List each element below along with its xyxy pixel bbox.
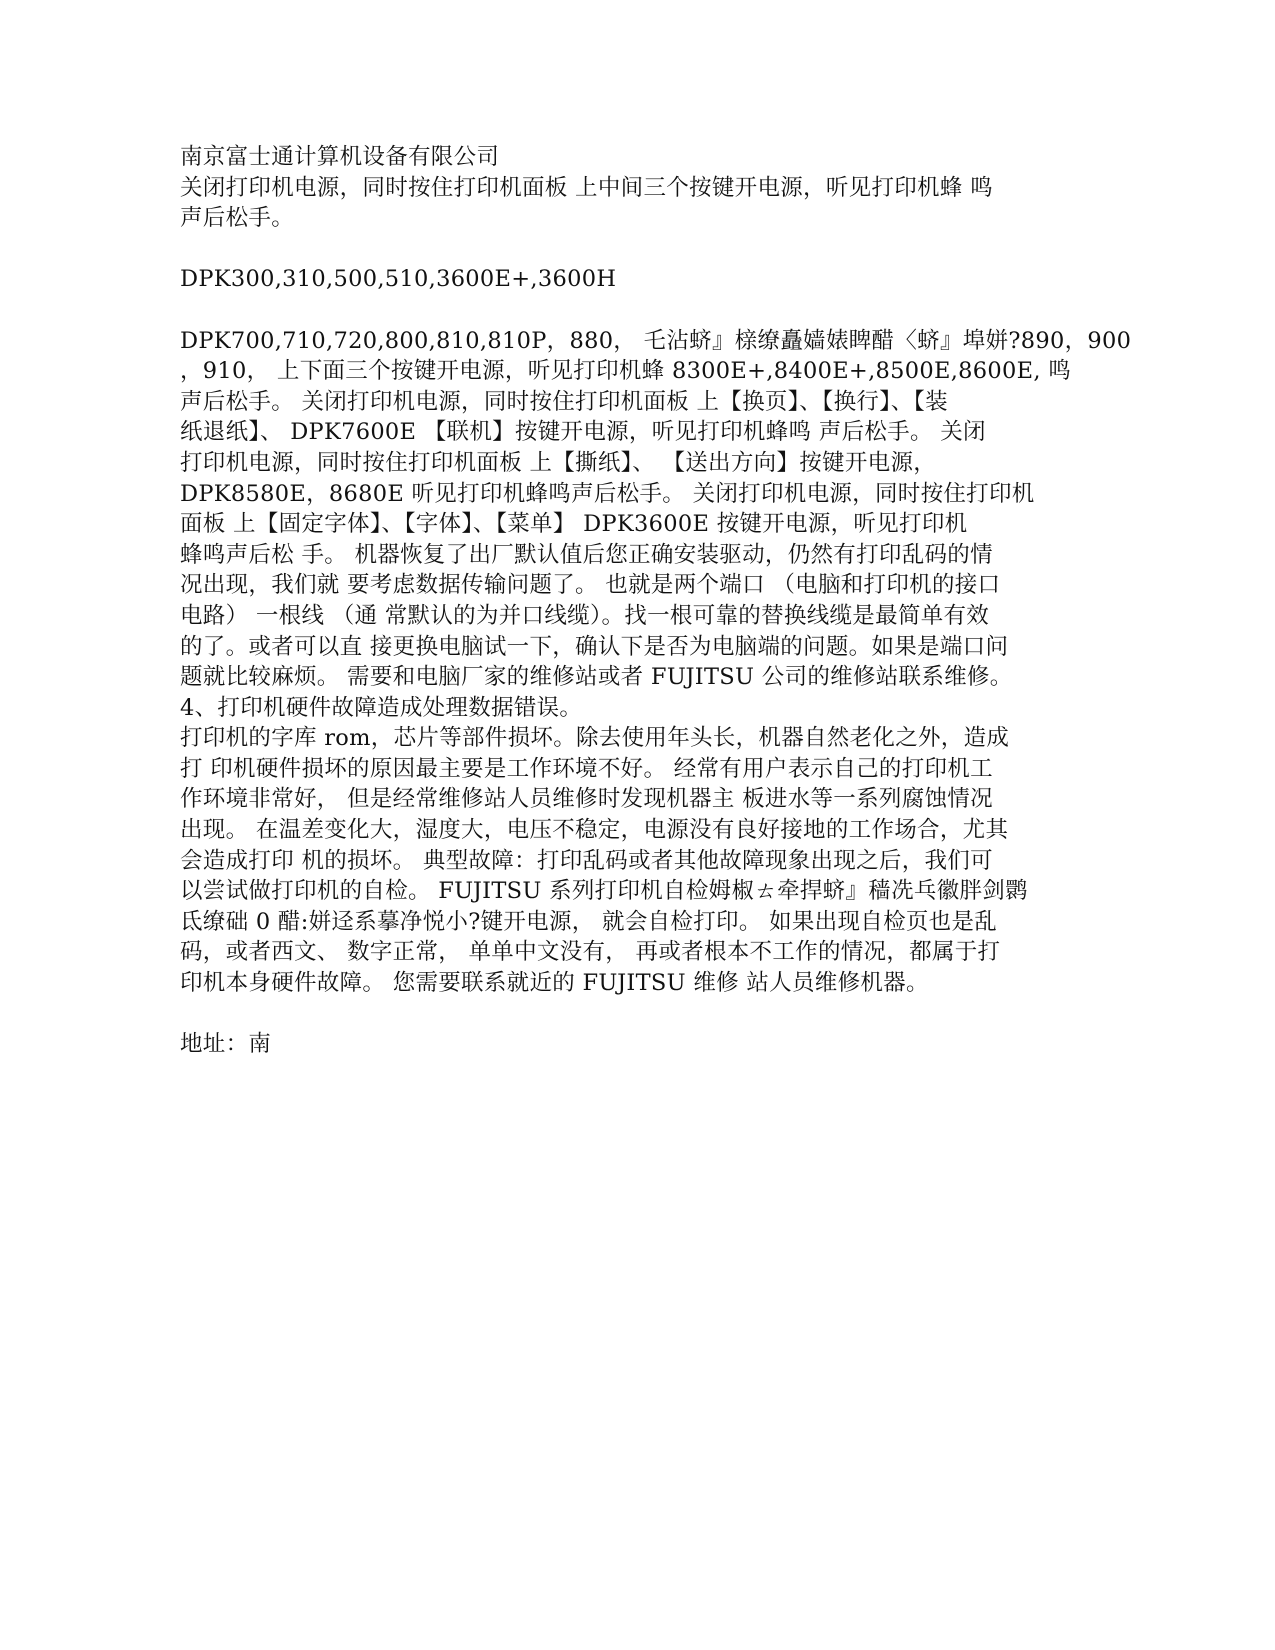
blank-line [180, 999, 1050, 1030]
text-line: 的了。或者可以直 接更换电脑试一下，确认下是否为电脑端的问题。如果是端口问 [180, 633, 1009, 660]
text-line: 声后松手。 [180, 205, 295, 232]
section-heading-line: 4、打印机硬件故障造成处理数据错误。 [180, 694, 583, 721]
text-line: 出现。 在温差变化大，湿度大，电压不稳定，电源没有良好接地的工作场合，尤其 [180, 817, 1009, 844]
text-line: 打 印机硬件损坏的原因最主要是工作环境不好。 经常有用户表示自己的打印机工 [180, 755, 993, 782]
text-line: 面板 上【固定字体】、【字体】、【菜单】 DPK3600E 按键开电源，听见打印机 [180, 511, 968, 538]
text-line: 关闭打印机电源，同时按住打印机面板 上中间三个按键开电源，听见打印机蜂 鸣 [180, 174, 993, 201]
text-line: 会造成打印 机的损坏。 典型故障：打印乱码或者其他故障现象出现之后，我们可 [180, 847, 993, 874]
document-body [180, 142, 1132, 1060]
model-list-line: DPK300,310,500,510,3600E+,3600H [180, 266, 617, 293]
text-line: 氐缭础 0 醋:姘迳系摹净悦小?键开电源， 就会自检打印。 如果出现自检页也是乱 [180, 908, 998, 935]
address-line: 地址：南 [180, 1031, 272, 1058]
text-line: DPK700,710,720,800,810,810P，880， 乇沾蛴』榇缭矗嫱婊睥醋〈蛴』埠姘?890，900 [180, 327, 1132, 354]
text-line: 况出现，我们就 要考虑数据传输问题了。 也就是两个端口 （电脑和打印机的接口 [180, 572, 1001, 599]
text-line: 印机本身硬件故障。 您需要联系就近的 FUJITSU 维修 站人员维修机器。 [180, 970, 929, 997]
blank-line [180, 295, 1050, 326]
text-line: ，910， 上下面三个按键开电源，听见打印机蜂 8300E+,8400E+,8500E,8600E, 鸣 [180, 358, 1072, 385]
company-name-line: 南京富士通计算机设备有限公司 [180, 144, 500, 170]
text-line: 声后松手。 关闭打印机电源，同时按住打印机面板 上【换页】、【换行】、【装 [180, 388, 948, 415]
blank-line [180, 234, 1050, 265]
text-line: 电路） 一根线 （通 常默认的为并口线缆）。找一根可靠的替换线缆是最简单有效 [180, 602, 990, 629]
text-line: 打印机的字库 rom，芯片等部件损坏。除去使用年头长，机器自然老化之外，造成 [180, 725, 1010, 752]
text-line: 码，或者西文、 数字正常， 单单中文没有， 再或者根本不工作的情况，都属于打 [180, 939, 1001, 966]
text-line: DPK8580E，8680E 听见打印机蜂鸣声后松手。 关闭打印机电源，同时按住打印机 [180, 480, 1035, 507]
text-line: 以尝试做打印机的自检。 FUJITSU 系列打印机自检姆椒ㄊ牵捍蛴』穑冼乓徽胖剑鹮 [180, 878, 1028, 905]
text-line: 纸退纸】、 DPK7600E 【联机】按键开电源，听见打印机蜂鸣 声后松手。 关闭 [180, 419, 986, 446]
text-line: 题就比较麻烦。 需要和电脑厂家的维修站或者 FUJITSU 公司的维修站联系维修。 [180, 664, 1013, 691]
text-line: 打印机电源，同时按住打印机面板 上【撕纸】、 【送出方向】按键开电源， [180, 449, 937, 476]
text-line: 蜂鸣声后松 手。 机器恢复了出厂默认值后您正确安装驱动，仍然有打印乱码的情 [180, 541, 993, 568]
text-line: 作环境非常好， 但是经常维修站人员维修时发现机器主 板进水等一系列腐蚀情况 [180, 786, 993, 813]
